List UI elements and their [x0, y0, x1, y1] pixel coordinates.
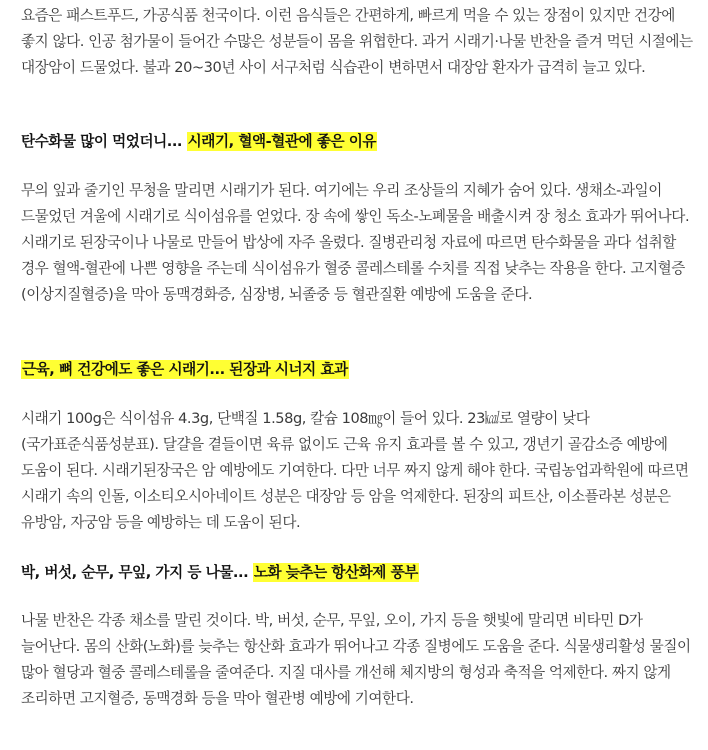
- section-heading-3: [21, 560, 419, 586]
- section-body-2: 시래기 100g은 식이섬유 4.3g, 단백질 1.58g, 칼슘 108㎎이 들어 있다. 23㎉로 열량이 낮다(국가표준식품성분표). 달걀을 곁들이면 육류 없이도 근육 유지 효과를 볼 수 있고, 갱년기 골감소증 예방에 도움이 된다. 시래기된장국은 암 예방에도 기여한다. 다만 너무 짜지 않게 해야 한다. 국립농업과학원에 따르면 시래기 속의 인돌, 이소티오시아네이트 성분은 대장암 등 암을 억제한다. 된장의 피트산, 이소플라본 성분은 유방암, 자궁암 등을 예방하는 데 도움이 된다.: [21, 410, 689, 531]
- section-body-1: 무의 잎과 줄기인 무청을 말리면 시래기가 된다. 여기에는 우리 조상들의 지혜가 숨어 있다. 생채소-과일이 드물었던 겨울에 시래기로 식이섬유를 얻었다. 장 속에 쌓인 독소-노폐물을 배출시켜 장 청소 효과가 뛰어나다. 시래기로 된장국이나 나물로 만들어 밥상에 자주 올렸다. 질병관리청 자료에 따르면 탄수화물을 과다 섭취할 경우 혈액-혈관에 나쁜 영향을 주는데 식이섬유가 혈중 콜레스테롤 수치를 직접 낮추는 작용을 한다. 고지혈증(이상지질혈증)을 막아 동맥경화증, 심장병, 뇌졸중 등 혈관질환 예방에 도움을 준다.: [21, 182, 690, 303]
- section-heading-3-highlight: 노화 늦추는 항산화제 풍부: [253, 564, 418, 581]
- section-heading-1-plain: 탄수화물 많이 먹었더니...: [21, 133, 187, 150]
- section-heading-1-highlight: 시래기, 혈액-혈관에 좋은 이유: [187, 133, 377, 150]
- intro-paragraph: 요즘은 패스트푸드, 가공식품 천국이다. 이런 음식들은 간편하게, 빠르게 먹을 수 있는 장점이 있지만 건강에 좋지 않다. 인공 첨가물이 들어간 수많은 성분들이 몸을 위협한다. 과거 시래기·나물 반찬을 즐겨 먹던 시절에는 대장암이 드물었다. 불과 20~30년 사이 서구처럼 식습관이 변하면서 대장암 환자가 급격히 늘고 있다.: [21, 7, 693, 76]
- section-body-3: 나물 반찬은 각종 채소를 말린 것이다. 박, 버섯, 순무, 무잎, 오이, 가지 등을 햇빛에 말리면 비타민 D가 늘어난다. 몸의 산화(노화)를 늦추는 항산화 효과가 뛰어나고 각종 질병에도 도움을 준다. 식물생리활성 물질이 많아 혈당과 혈중 콜레스테롤을 줄여준다. 지질 대사를 개선해 체지방의 형성과 축적을 억제한다. 짜지 않게 조리하면 고지혈증, 동맥경화 등을 막아 혈관병 예방에 기여한다.: [21, 612, 691, 707]
- section-heading-2-highlight: 근육, 뼈 건강에도 좋은 시래기... 된장과 시너지 효과: [22, 361, 348, 378]
- section-heading-1: [21, 129, 377, 155]
- section-heading-3-plain: 박, 버섯, 순무, 무잎, 가지 등 나물...: [21, 564, 253, 581]
- section-heading-2: [21, 357, 349, 383]
